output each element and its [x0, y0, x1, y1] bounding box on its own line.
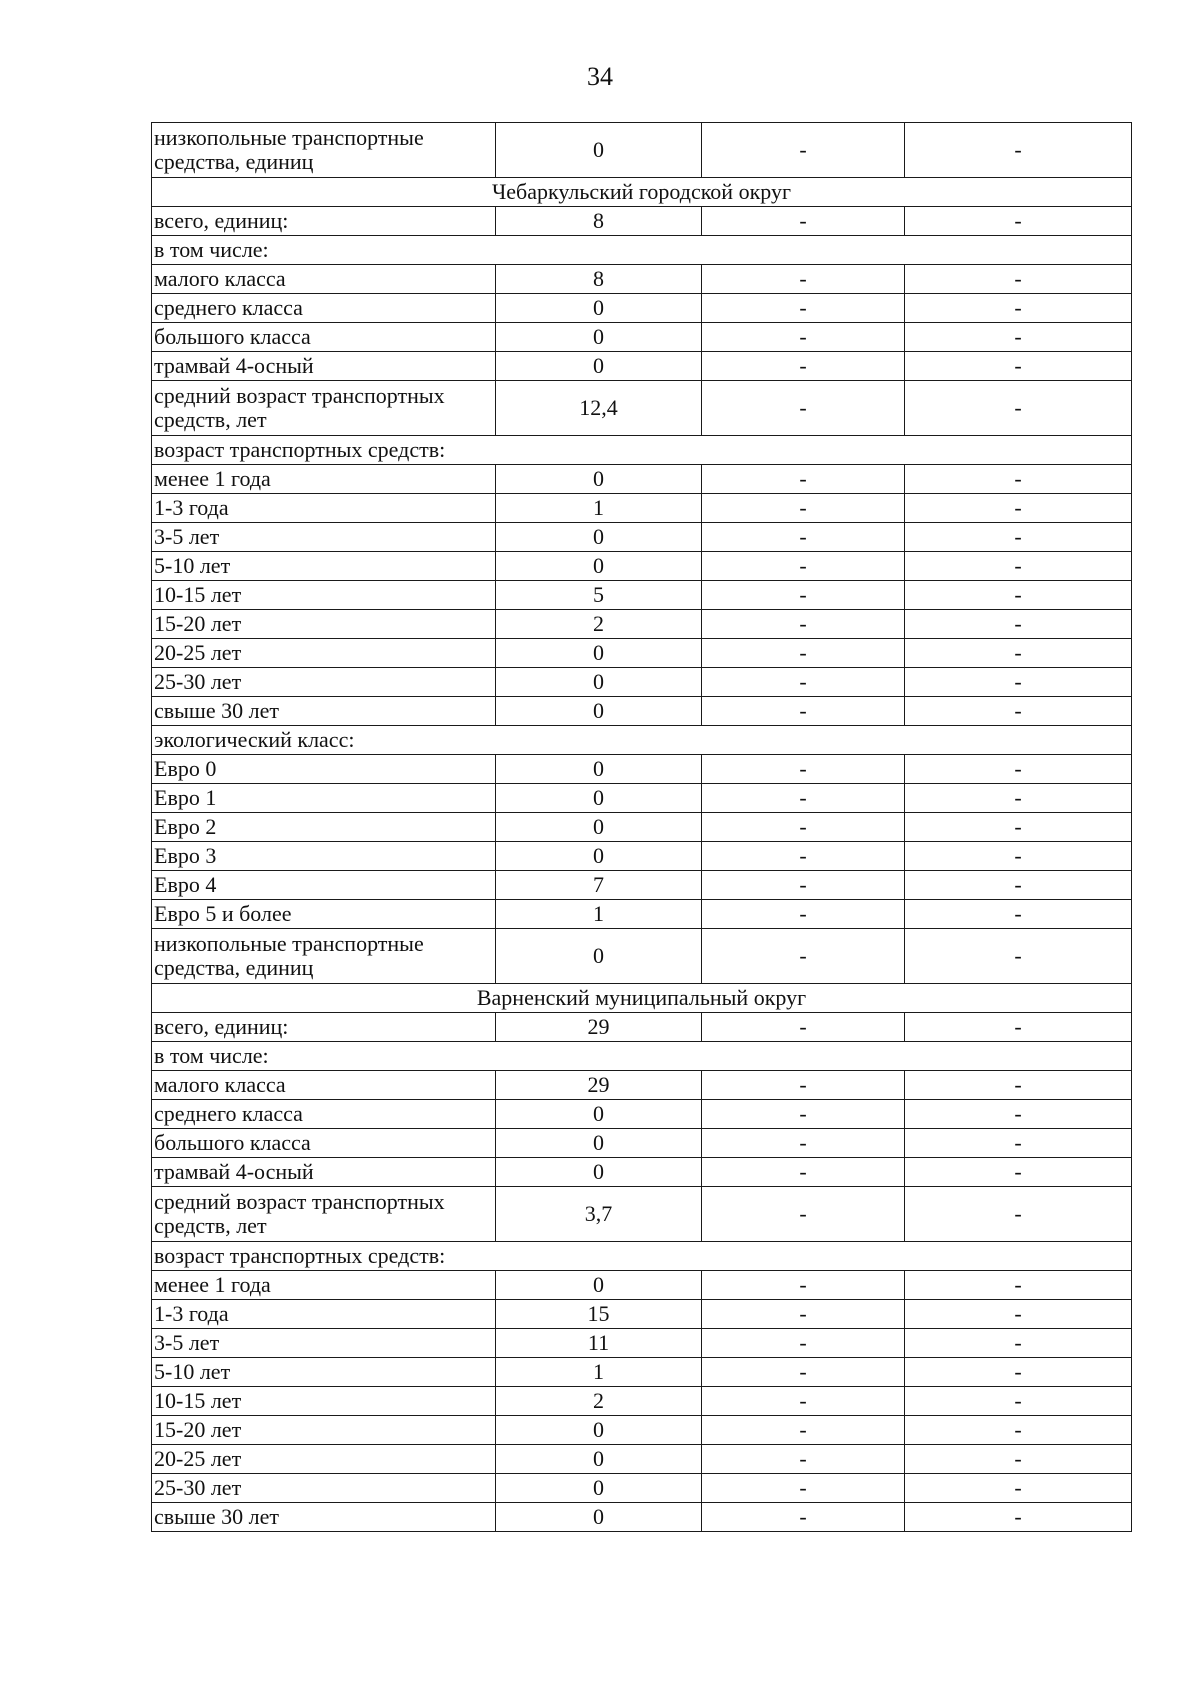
table-row [152, 494, 1132, 523]
row-col3: - [702, 1158, 905, 1187]
row-label: 5-10 лет [152, 552, 496, 581]
row-col4: - [905, 1129, 1132, 1158]
row-value: 0 [496, 1129, 702, 1158]
table-row [152, 1013, 1132, 1042]
row-col4: - [905, 813, 1132, 842]
row-value: 0 [496, 465, 702, 494]
row-col3: - [702, 784, 905, 813]
row-col3: - [702, 1300, 905, 1329]
row-value: 3,7 [496, 1187, 702, 1242]
table-row [152, 668, 1132, 697]
row-col3: - [702, 1358, 905, 1387]
row-value: 0 [496, 1158, 702, 1187]
row-value: 1 [496, 900, 702, 929]
row-col3: - [702, 1271, 905, 1300]
table-row [152, 294, 1132, 323]
row-label: 25-30 лет [152, 668, 496, 697]
row-col3: - [702, 1129, 905, 1158]
row-col3: - [702, 1474, 905, 1503]
row-value: 0 [496, 784, 702, 813]
row-col3: - [702, 639, 905, 668]
section-title: Чебаркульский городской округ [152, 178, 1132, 207]
row-label: менее 1 года [152, 465, 496, 494]
table-row [152, 465, 1132, 494]
row-value: 0 [496, 294, 702, 323]
row-label: 15-20 лет [152, 1416, 496, 1445]
row-value: 0 [496, 552, 702, 581]
row-label: 20-25 лет [152, 1445, 496, 1474]
row-col4: - [905, 1503, 1132, 1532]
row-value: 1 [496, 494, 702, 523]
row-col3: - [702, 494, 905, 523]
row-col4: - [905, 581, 1132, 610]
row-col4: - [905, 294, 1132, 323]
row-col3: - [702, 755, 905, 784]
row-label: средний возраст транспортных средств, лет [152, 1187, 496, 1242]
row-col4: - [905, 1013, 1132, 1042]
table-row [152, 552, 1132, 581]
subheader-row [152, 726, 1132, 755]
row-col4: - [905, 871, 1132, 900]
table-row [152, 813, 1132, 842]
table-row [152, 1300, 1132, 1329]
row-col4: - [905, 697, 1132, 726]
row-label: 3-5 лет [152, 1329, 496, 1358]
subheader-label: возраст транспортных средств: [152, 436, 1132, 465]
row-col3: - [702, 552, 905, 581]
row-label: среднего класса [152, 294, 496, 323]
row-label: малого класса [152, 1071, 496, 1100]
row-label: Евро 2 [152, 813, 496, 842]
table-row [152, 1100, 1132, 1129]
table-row [152, 842, 1132, 871]
row-col3: - [702, 1387, 905, 1416]
row-col4: - [905, 1187, 1132, 1242]
row-label: свыше 30 лет [152, 1503, 496, 1532]
row-label: Евро 4 [152, 871, 496, 900]
row-col3: - [702, 697, 905, 726]
row-col3: - [702, 813, 905, 842]
row-col4: - [905, 523, 1132, 552]
row-col4: - [905, 207, 1132, 236]
row-col4: - [905, 755, 1132, 784]
row-label: 1-3 года [152, 494, 496, 523]
row-label: среднего класса [152, 1100, 496, 1129]
table-row [152, 639, 1132, 668]
row-col3: - [702, 1329, 905, 1358]
table-row [152, 697, 1132, 726]
row-value: 2 [496, 1387, 702, 1416]
section-header-row [152, 178, 1132, 207]
table-row [152, 1329, 1132, 1358]
row-col4: - [905, 1071, 1132, 1100]
table-row [152, 523, 1132, 552]
section-title: Варненский муниципальный округ [152, 984, 1132, 1013]
table-row [152, 1271, 1132, 1300]
row-col4: - [905, 639, 1132, 668]
table-row [152, 1416, 1132, 1445]
row-col3: - [702, 929, 905, 984]
row-col4: - [905, 1474, 1132, 1503]
row-label: 20-25 лет [152, 639, 496, 668]
page-number: 34 [587, 62, 613, 91]
row-col3: - [702, 581, 905, 610]
table-row [152, 265, 1132, 294]
row-label: малого класса [152, 265, 496, 294]
row-value: 0 [496, 842, 702, 871]
row-col4: - [905, 1358, 1132, 1387]
row-value: 0 [496, 929, 702, 984]
row-label: трамвай 4-осный [152, 352, 496, 381]
row-col4: - [905, 1300, 1132, 1329]
row-value: 0 [496, 813, 702, 842]
row-col4: - [905, 1445, 1132, 1474]
row-col4: - [905, 323, 1132, 352]
vehicle-statistics-table [151, 122, 1132, 1532]
row-col4: - [905, 1271, 1132, 1300]
subheader-label: экологический класс: [152, 726, 1132, 755]
row-label: 25-30 лет [152, 1474, 496, 1503]
row-col3: - [702, 900, 905, 929]
row-col3: - [702, 123, 905, 178]
row-col4: - [905, 1416, 1132, 1445]
row-label: трамвай 4-осный [152, 1158, 496, 1187]
row-label: свыше 30 лет [152, 697, 496, 726]
row-col4: - [905, 552, 1132, 581]
table-row [152, 784, 1132, 813]
row-col4: - [905, 1158, 1132, 1187]
row-value: 0 [496, 323, 702, 352]
row-value: 0 [496, 1100, 702, 1129]
row-value: 0 [496, 1445, 702, 1474]
row-col3: - [702, 871, 905, 900]
row-value: 12,4 [496, 381, 702, 436]
table-row [152, 1445, 1132, 1474]
row-col3: - [702, 352, 905, 381]
row-label: менее 1 года [152, 1271, 496, 1300]
table-body [152, 123, 1132, 1532]
table-row [152, 123, 1132, 178]
subheader-row [152, 436, 1132, 465]
row-value: 5 [496, 581, 702, 610]
row-col3: - [702, 1013, 905, 1042]
row-value: 0 [496, 352, 702, 381]
row-col3: - [702, 323, 905, 352]
row-label: всего, единиц: [152, 1013, 496, 1042]
row-col3: - [702, 668, 905, 697]
row-col4: - [905, 784, 1132, 813]
subheader-row [152, 1242, 1132, 1271]
subheader-label: возраст транспортных средств: [152, 1242, 1132, 1271]
row-col3: - [702, 207, 905, 236]
row-value: 0 [496, 1416, 702, 1445]
table-row [152, 900, 1132, 929]
row-col3: - [702, 1100, 905, 1129]
row-col4: - [905, 668, 1132, 697]
row-col4: - [905, 900, 1132, 929]
row-value: 8 [496, 265, 702, 294]
row-col4: - [905, 494, 1132, 523]
row-value: 29 [496, 1013, 702, 1042]
table-row [152, 610, 1132, 639]
row-col3: - [702, 294, 905, 323]
row-col3: - [702, 1503, 905, 1532]
row-label: 10-15 лет [152, 1387, 496, 1416]
row-label: 10-15 лет [152, 581, 496, 610]
table-row [152, 1129, 1132, 1158]
row-col3: - [702, 523, 905, 552]
row-value: 15 [496, 1300, 702, 1329]
table-row [152, 323, 1132, 352]
row-value: 29 [496, 1071, 702, 1100]
row-col3: - [702, 610, 905, 639]
row-label: низкопольные транспортные средства, единиц [152, 929, 496, 984]
row-label: 15-20 лет [152, 610, 496, 639]
table-row [152, 755, 1132, 784]
row-value: 0 [496, 1503, 702, 1532]
row-label: 3-5 лет [152, 523, 496, 552]
subheader-label: в том числе: [152, 236, 1132, 265]
row-col4: - [905, 465, 1132, 494]
table-row [152, 352, 1132, 381]
row-value: 8 [496, 207, 702, 236]
subheader-row [152, 1042, 1132, 1071]
row-col4: - [905, 352, 1132, 381]
row-col3: - [702, 381, 905, 436]
row-label: 5-10 лет [152, 1358, 496, 1387]
row-value: 0 [496, 523, 702, 552]
row-col4: - [905, 123, 1132, 178]
table-row [152, 581, 1132, 610]
row-label: 1-3 года [152, 1300, 496, 1329]
row-value: 0 [496, 1474, 702, 1503]
row-col4: - [905, 610, 1132, 639]
row-label: всего, единиц: [152, 207, 496, 236]
row-col4: - [905, 929, 1132, 984]
row-col3: - [702, 1416, 905, 1445]
table-row [152, 1474, 1132, 1503]
row-value: 0 [496, 697, 702, 726]
row-value: 0 [496, 668, 702, 697]
row-value: 1 [496, 1358, 702, 1387]
row-col4: - [905, 381, 1132, 436]
subheader-label: в том числе: [152, 1042, 1132, 1071]
table-row [152, 1358, 1132, 1387]
table-row [152, 1387, 1132, 1416]
row-col4: - [905, 1387, 1132, 1416]
row-col3: - [702, 265, 905, 294]
row-col3: - [702, 465, 905, 494]
row-value: 0 [496, 639, 702, 668]
subheader-row [152, 236, 1132, 265]
row-col4: - [905, 1329, 1132, 1358]
row-col3: - [702, 1445, 905, 1474]
row-col4: - [905, 1100, 1132, 1129]
table-row [152, 1503, 1132, 1532]
row-label: Евро 5 и более [152, 900, 496, 929]
row-label: Евро 3 [152, 842, 496, 871]
table-row [152, 1071, 1132, 1100]
row-value: 11 [496, 1329, 702, 1358]
row-value: 0 [496, 755, 702, 784]
table-row [152, 207, 1132, 236]
table-row [152, 871, 1132, 900]
row-label: низкопольные транспортные средства, единиц [152, 123, 496, 178]
table-row [152, 381, 1132, 436]
row-label: большого класса [152, 1129, 496, 1158]
row-col3: - [702, 1071, 905, 1100]
row-label: Евро 1 [152, 784, 496, 813]
row-col3: - [702, 1187, 905, 1242]
row-col4: - [905, 265, 1132, 294]
table-row [152, 929, 1132, 984]
row-value: 0 [496, 123, 702, 178]
row-value: 2 [496, 610, 702, 639]
row-value: 7 [496, 871, 702, 900]
row-col4: - [905, 842, 1132, 871]
row-label: средний возраст транспортных средств, лет [152, 381, 496, 436]
row-label: Евро 0 [152, 755, 496, 784]
row-value: 0 [496, 1271, 702, 1300]
row-label: большого класса [152, 323, 496, 352]
table-row [152, 1187, 1132, 1242]
section-header-row [152, 984, 1132, 1013]
table-row [152, 1158, 1132, 1187]
row-col3: - [702, 842, 905, 871]
